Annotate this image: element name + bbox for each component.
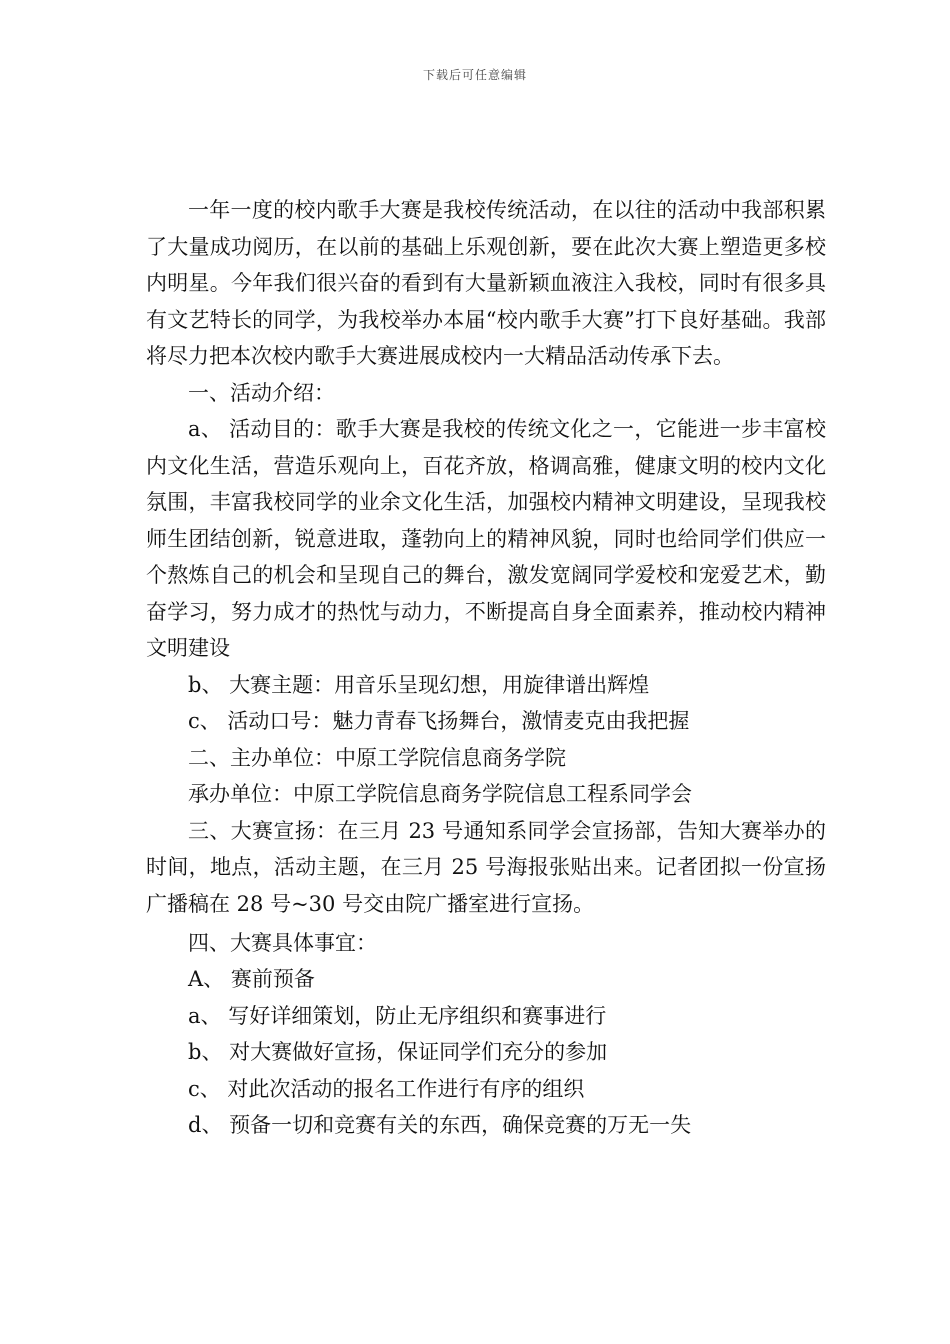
page-header-note: 下载后可任意编辑 bbox=[422, 68, 527, 82]
intro-paragraph: 一年一度的校内歌手大赛是我校传统活动，在以往的活动中我部积累了大量成功阅历，在以前的基础上乐观创新，要在此次大赛上塑造更多校内明星。今年我们很兴奋的看到有大量新颖血液注入我校，同时有很多具有文艺特长的同学，为我校举办本届“校内歌手大赛”打下良好基础。我部将尽力把本次校内歌手大赛进展成校内一大精品活动传承下去。 bbox=[146, 198, 826, 368]
sub-item-b: b、 对大赛做好宣扬，保证同学们充分的参加 bbox=[188, 1040, 608, 1064]
sub-item-a: a、 写好详细策划，防止无序组织和赛事进行 bbox=[188, 1003, 607, 1028]
document-body bbox=[146, 192, 826, 1144]
sub-item-d: d、 预备一切和竞赛有关的东西，确保竞赛的万无一失 bbox=[188, 1113, 692, 1137]
item-c-slogan: c、 活动口号：魅力青春飞扬舞台，激情麦克由我把握 bbox=[188, 709, 690, 733]
section-1-title: 一、活动介绍： bbox=[188, 380, 335, 405]
sub-item-c: c、 对此次活动的报名工作进行有序的组织 bbox=[188, 1076, 585, 1101]
section-4-title: 四、大赛具体事宜： bbox=[188, 930, 377, 955]
section-2-organizer: 二、主办单位：中原工学院信息商务学院 bbox=[188, 745, 566, 770]
sub-item-A-preparation: A、 赛前预备 bbox=[188, 967, 315, 991]
item-a-purpose: a、 活动目的：歌手大赛是我校的传统文化之一，它能进一步丰富校内文化生活，营造乐观向上，百花齐放，格调高雅，健康文明的校内文化氛围，丰富我校同学的业余文化生活，加强校内精神文明建设，呈现我校师生团结创新，锐意进取，蓬勃向上的精神风貌，同时也给同学们供应一个熬炼自己的机会和呈现自己的舞台，激发宽阔同学爱校和宠爱艺术，勤奋学习，努力成才的热忱与动力，不断提高自身全面素养，推动校内精神文明建设 bbox=[146, 417, 826, 660]
section-3-publicity: 三、大赛宣扬：在三月 23 号通知系同学会宣扬部，告知大赛举办的时间，地点，活动主题，在三月 25 号海报张贴出来。记者团拟一份宣扬广播稿在 28 号~30 号交由院广播室进行宣扬。 bbox=[146, 818, 826, 916]
co-organizer: 承办单位：中原工学院信息商务学院信息工程系同学会 bbox=[188, 782, 692, 806]
item-b-theme: b、 大赛主题：用音乐呈现幻想，用旋律谱出辉煌 bbox=[188, 672, 650, 697]
